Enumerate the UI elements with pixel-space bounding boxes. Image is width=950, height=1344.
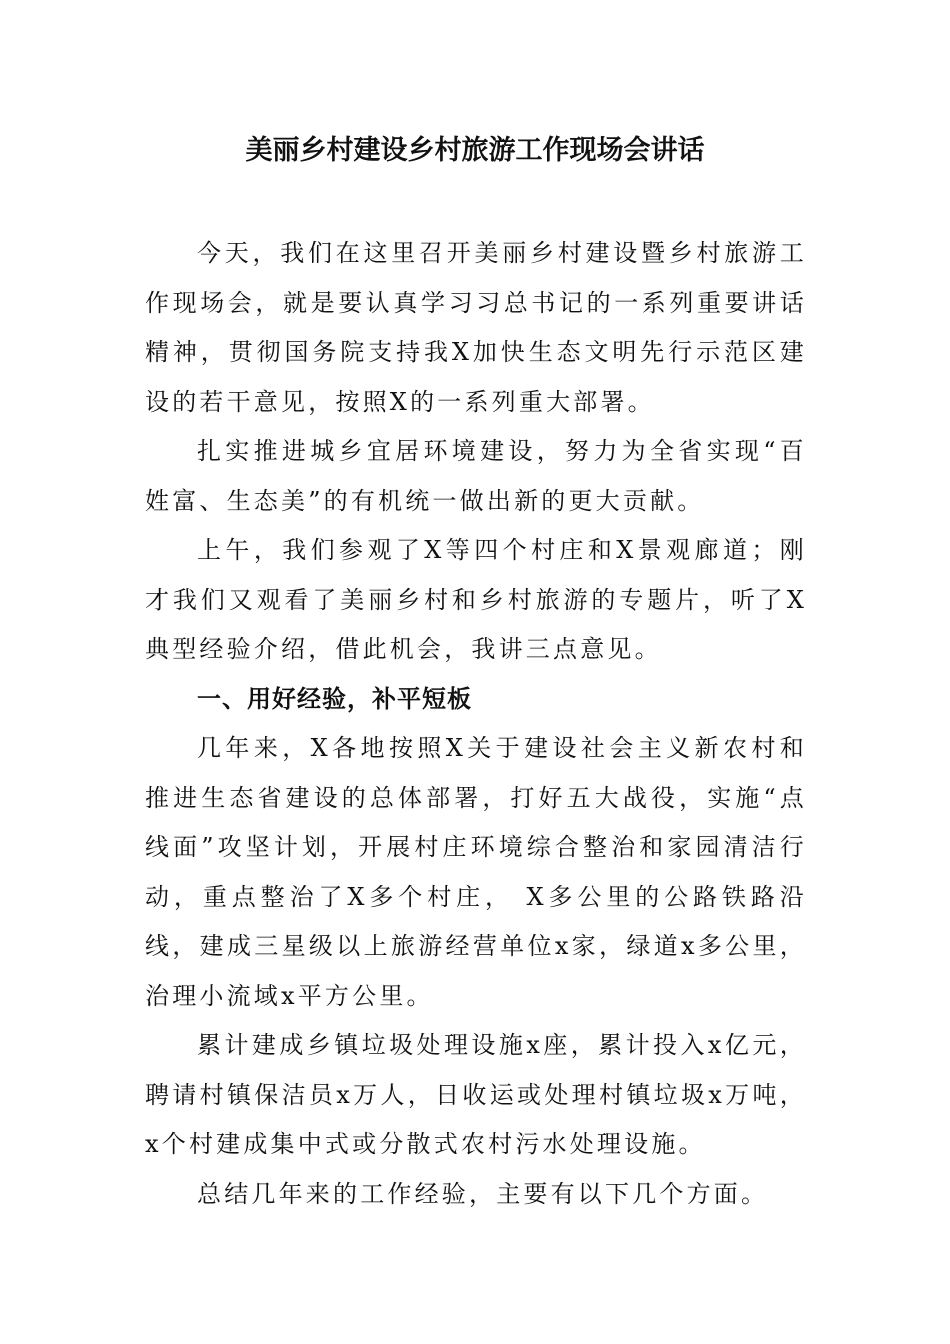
page-title: 美丽乡村建设乡村旅游工作现场会讲话: [245, 135, 705, 166]
document-body: [145, 229, 807, 1219]
paragraph: 几年来，X各地按照X关于建设社会主义新农村和推进生态省建设的总体部署，打好五大战役，实施“点线面”攻坚计划，开展村庄环境综合整治和家园清洁行动，重点整治了X多个村庄， X多公里的公路铁路沿线，建成三星级以上旅游经营单位x家，绿道x多公里，治理小流域x平方公里。: [145, 734, 807, 1010]
paragraph: 上午，我们参观了X等四个村庄和X景观廊道；刚才我们又观看了美丽乡村和乡村旅游的专题片，听了X典型经验介绍，借此机会，我讲三点意见。: [145, 536, 807, 663]
paragraph: 今天，我们在这里召开美丽乡村建设暨乡村旅游工作现场会，就是要认真学习习总书记的一系列重要讲话精神，贯彻国务院支持我X加快生态文明先行示范区建设的若干意见，按照X的一系列重大部署。: [145, 239, 807, 416]
paragraph: 扎实推进城乡宜居环境建设，努力为全省实现“百姓富、生态美”的有机统一做出新的更大贡献。: [145, 437, 807, 515]
paragraph: 总结几年来的工作经验，主要有以下几个方面。: [197, 1179, 769, 1208]
paragraph: 累计建成乡镇垃圾处理设施x座，累计投入x亿元，聘请村镇保洁员x万人，日收运或处理村镇垃圾x万吨，x个村建成集中式或分散式农村污水处理设施。: [145, 1031, 807, 1158]
section-heading: 一、用好经验，补平短板: [197, 684, 472, 713]
